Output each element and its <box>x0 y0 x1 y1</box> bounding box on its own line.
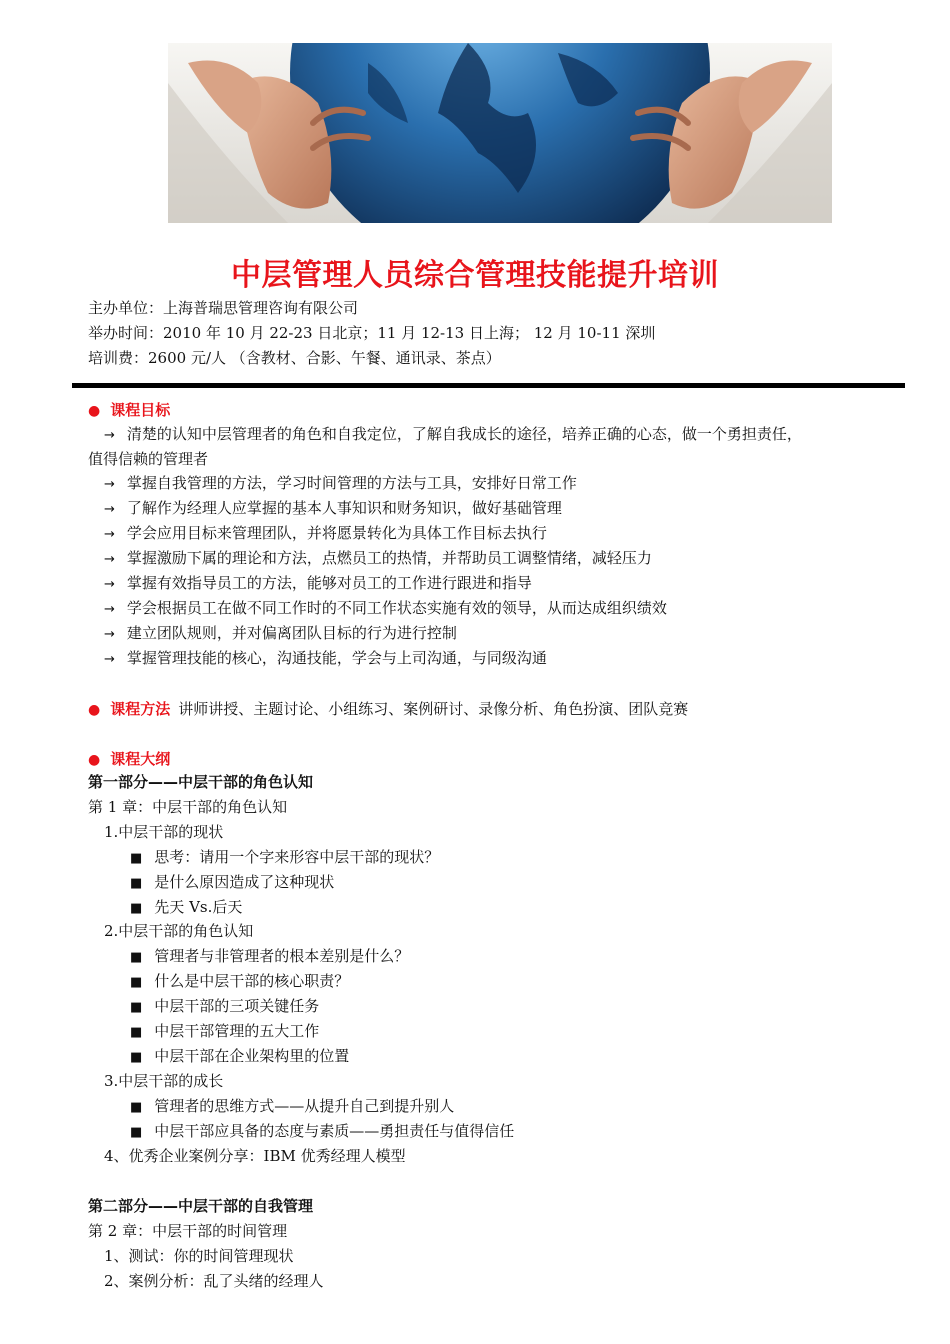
list-item-text: 中层干部应具备的态度与素质——勇担责任与值得信任 <box>154 1122 515 1140</box>
arrow-icon: → <box>104 627 115 642</box>
list-item <box>104 474 577 494</box>
methods-heading: 课程方法 <box>110 700 171 718</box>
square-bullet-icon: ■ <box>130 901 143 916</box>
list-item-text: 先天 Vs.后天 <box>154 898 243 916</box>
arrow-icon: → <box>104 602 115 617</box>
list-item-text: 掌握激励下属的理论和方法，点燃员工的热情，并帮助员工调整情绪，减轻压力 <box>126 549 652 567</box>
list-item <box>130 947 409 967</box>
arrow-icon: → <box>104 652 115 667</box>
goals-heading: 课程目标 <box>110 401 171 419</box>
arrow-icon: → <box>104 577 115 592</box>
schedule-line: 举办时间：2010 年 10 月 22-23 日北京；11 月 12-13 日上海； 12 月 10-11 深圳 <box>88 324 656 342</box>
divider-rule <box>72 383 905 388</box>
arrow-icon: → <box>104 428 115 443</box>
list-item-text: 中层干部在企业架构里的位置 <box>154 1047 350 1065</box>
list-item-text: 中层干部的三项关键任务 <box>154 997 320 1015</box>
banner-image <box>168 43 832 223</box>
square-bullet-icon: ■ <box>130 876 143 891</box>
list-item-text: 建立团队规则，并对偏离团队目标的行为进行控制 <box>126 624 457 642</box>
bullet-dot-icon: ● <box>88 403 101 419</box>
list-item <box>130 1097 454 1117</box>
globe-hands-illustration <box>168 43 832 223</box>
arrow-icon: → <box>104 552 115 567</box>
methods-section <box>88 698 688 719</box>
square-bullet-icon: ■ <box>130 1025 143 1040</box>
outline-heading: 课程大纲 <box>110 750 171 768</box>
part1-section-3: 3.中层干部的成长 <box>104 1072 224 1090</box>
list-item <box>104 624 457 644</box>
list-item <box>104 524 547 544</box>
list-item-text: 掌握有效指导员工的方法，能够对员工的工作进行跟进和指导 <box>126 574 532 592</box>
square-bullet-icon: ■ <box>130 1125 143 1140</box>
part1-chapter: 第 1 章：中层干部的角色认知 <box>88 798 288 816</box>
outline-section-heading <box>88 748 170 769</box>
list-item <box>130 1022 319 1042</box>
part2-chapter: 第 2 章：中层干部的时间管理 <box>88 1222 288 1240</box>
square-bullet-icon: ■ <box>130 1100 143 1115</box>
square-bullet-icon: ■ <box>130 950 143 965</box>
part1-section-2: 2.中层干部的角色认知 <box>104 922 254 940</box>
list-item-text: 管理者的思维方式——从提升自己到提升别人 <box>154 1097 455 1115</box>
goal-item-continuation: 值得信赖的管理者 <box>88 450 209 468</box>
arrow-icon: → <box>104 477 115 492</box>
list-item-text: 学会根据员工在做不同工作时的不同工作状态实施有效的领导，从而达成组织绩效 <box>126 599 667 617</box>
part2-title: 第二部分——中层干部的自我管理 <box>88 1197 314 1215</box>
list-item-text: 掌握管理技能的核心，沟通技能，学会与上司沟通，与同级沟通 <box>126 649 547 667</box>
list-item-text: 学会应用目标来管理团队，并将愿景转化为具体工作目标去执行 <box>126 524 547 542</box>
list-item-text: 什么是中层干部的核心职责？ <box>154 972 350 990</box>
document-title: 中层管理人员综合管理技能提升培训 <box>231 258 719 293</box>
list-item <box>104 1247 294 1265</box>
bullet-dot-icon: ● <box>88 752 101 768</box>
list-item-text: 了解作为经理人应掌握的基本人事知识和财务知识，做好基础管理 <box>126 499 562 517</box>
goal-item <box>104 425 802 445</box>
list-item-text: 是什么原因造成了这种现状 <box>154 873 335 891</box>
methods-text: 讲师讲授、主题讨论、小组练习、案例研讨、录像分析、角色扮演、团队竞赛 <box>178 700 689 718</box>
list-item <box>104 599 667 619</box>
list-item <box>130 1122 514 1142</box>
arrow-icon: → <box>104 502 115 517</box>
list-item <box>130 898 242 918</box>
list-item <box>130 848 439 868</box>
list-item-text: 2、案例分析：乱了头绪的经理人 <box>104 1272 324 1290</box>
list-item <box>130 997 319 1017</box>
bullet-dot-icon: ● <box>88 702 101 718</box>
square-bullet-icon: ■ <box>130 1050 143 1065</box>
list-item-text: 思考：请用一个字来形容中层干部的现状？ <box>154 848 440 866</box>
list-item <box>104 549 652 569</box>
list-item-text: 管理者与非管理者的根本差别是什么？ <box>154 947 410 965</box>
list-item <box>130 972 349 992</box>
fee-line: 培训费：2600 元/人 （含教材、合影、午餐、通讯录、茶点） <box>88 349 501 367</box>
arrow-icon: → <box>104 527 115 542</box>
list-item-text: 1、测试：你的时间管理现状 <box>104 1247 294 1265</box>
square-bullet-icon: ■ <box>130 975 143 990</box>
goals-section-heading <box>88 399 170 420</box>
square-bullet-icon: ■ <box>130 1000 143 1015</box>
list-item <box>104 499 562 519</box>
goal-text: 清楚的认知中层管理者的角色和自我定位，了解自我成长的途径，培养正确的心态，做一个勇担责任， <box>126 425 802 443</box>
list-item <box>130 1047 349 1067</box>
list-item <box>104 574 532 594</box>
square-bullet-icon: ■ <box>130 851 143 866</box>
part1-section-1: 1.中层干部的现状 <box>104 823 224 841</box>
list-item-text: 掌握自我管理的方法，学习时间管理的方法与工具，安排好日常工作 <box>126 474 577 492</box>
part1-title: 第一部分——中层干部的角色认知 <box>88 773 314 791</box>
list-item <box>104 649 547 669</box>
list-item <box>104 1272 324 1290</box>
list-item-text: 中层干部管理的五大工作 <box>154 1022 320 1040</box>
part1-section-4: 4、优秀企业案例分享：IBM 优秀经理人模型 <box>104 1147 406 1165</box>
organizer-line: 主办单位：上海普瑞思管理咨询有限公司 <box>88 299 359 317</box>
list-item <box>130 873 334 893</box>
